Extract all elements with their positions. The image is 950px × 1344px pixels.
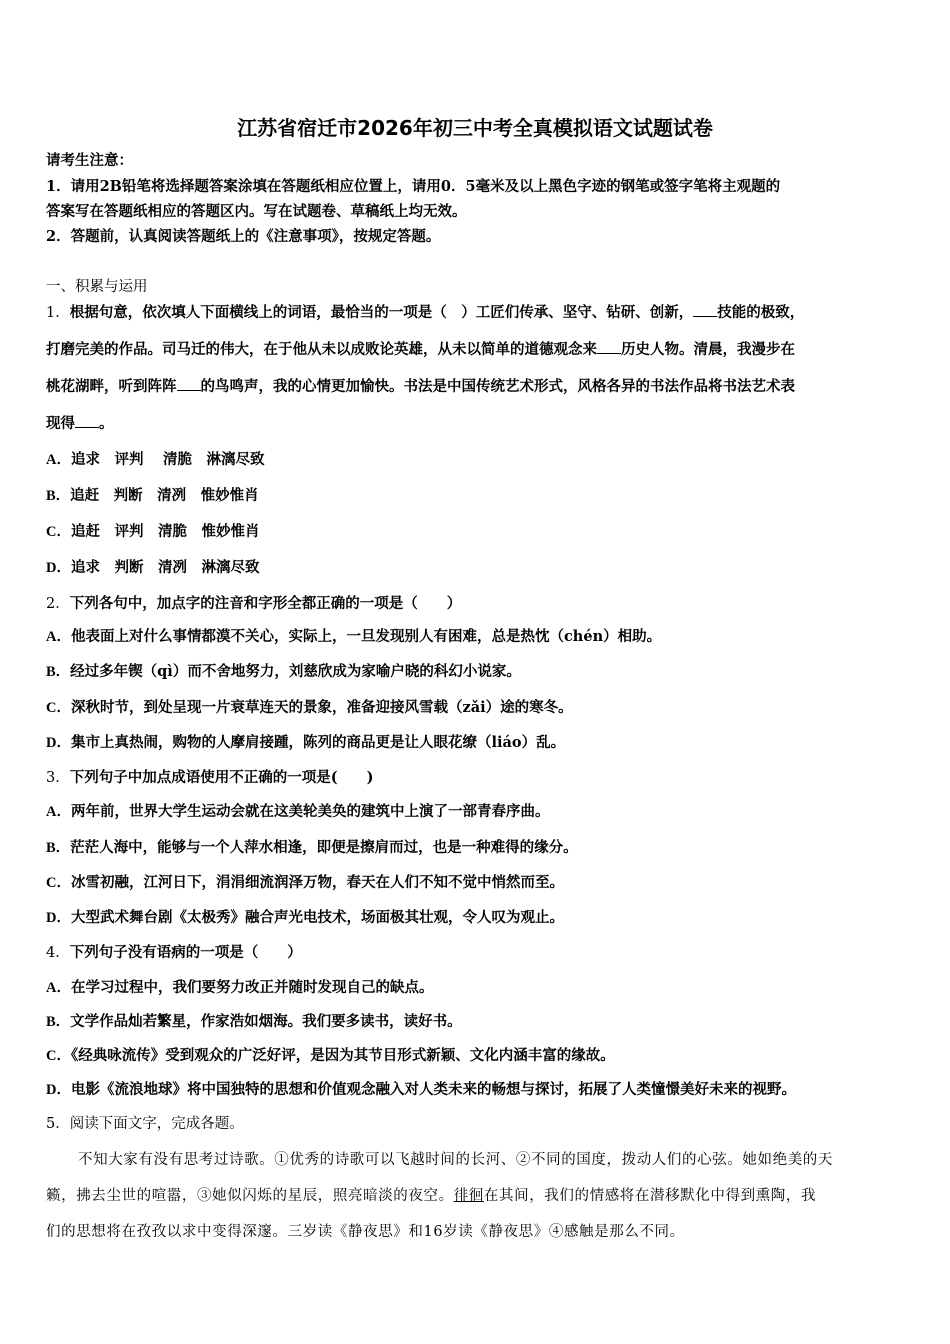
answer-option-a[interactable]: A．两年前，世界大学生运动会就在这美轮美奂的建筑中上演了一部青春序曲。 <box>46 803 550 820</box>
reading-passage-line: 不知大家有没有思考过诗歌。①优秀的诗歌可以飞越时间的长河、②不同的国度，拨动人们的心弦。她如绝美的天 <box>78 1152 833 1168</box>
question-number: 1． <box>46 305 70 321</box>
question-2-stem: 2．下列各句中，加点字的注音和字形全都正确的一项是（ ） <box>46 595 462 612</box>
answer-option-b[interactable]: B．经过多年锲（qì）而不舍地努力，刘慈欣成为家喻户晓的科幻小说家。 <box>46 663 521 680</box>
question-5-stem: 5．阅读下面文字，完成各题。 <box>46 1116 244 1132</box>
answer-option-a[interactable]: A．他表面上对什么事情都漠不关心，实际上，一旦发现别人有困难，总是热忱（chén）相助。 <box>46 628 662 645</box>
answer-option-c[interactable]: C．《经典咏流传》受到观众的广泛好评，是因为其节目形式新颖、文化内涵丰富的缘故。 <box>46 1047 615 1064</box>
notice-line: 答案写在答题纸相应的答题区内。写在试题卷、草稿纸上均无效。 <box>46 203 467 220</box>
answer-option-b[interactable]: B．文学作品灿若繁星，作家浩如烟海。我们要多读书，读好书。 <box>46 1013 462 1030</box>
answer-option-b[interactable]: B．追赶 判断 清冽 惟妙惟肖 <box>46 487 259 504</box>
reading-passage-line: 们的思想将在孜孜以求中变得深邃。三岁读《静夜思》和16岁读《静夜思》④感触是那么不同。 <box>46 1224 685 1240</box>
question-number: 3． <box>46 770 70 786</box>
question-3-stem: 3．下列句子中加点成语使用不正确的一项是( ) <box>46 769 374 786</box>
section-heading: 一、积累与运用 <box>46 279 148 295</box>
notice-heading: 请考生注意： <box>46 152 133 169</box>
page-title: 江苏省宿迁市2026年初三中考全真模拟语文试题试卷 <box>237 116 713 140</box>
fill-blank <box>177 376 201 391</box>
reading-passage-line: 籁，拂去尘世的喧嚣，③她似闪烁的星辰，照亮暗淡的夜空。徘徊在其间，我们的情感将在潜移默化中得到熏陶，我 <box>46 1188 817 1204</box>
notice-line: 2．答题前，认真阅读答题纸上的《注意事项》，按规定答题。 <box>46 228 441 245</box>
fill-blank <box>75 413 99 428</box>
fill-blank <box>693 302 717 317</box>
answer-option-a[interactable]: A．在学习过程中，我们要努力改正并随时发现自己的缺点。 <box>46 979 434 996</box>
answer-option-c[interactable]: C．深秋时节，到处呈现一片衰草连天的景象，准备迎接风雪载（zǎi）途的寒冬。 <box>46 699 573 716</box>
question-1-line: 打磨完美的作品。司马迁的伟大，在于他从未以成败论英雄，从未以简单的道德观念来 历史人物。清晨，我漫步在 <box>46 341 795 358</box>
answer-option-d[interactable]: D．大型武术舞台剧《太极秀》融合声光电技术，场面极其壮观，令人叹为观止。 <box>46 909 564 926</box>
question-4-stem: 4．下列句子没有语病的一项是（ ） <box>46 944 302 961</box>
answer-option-d[interactable]: D．追求 判断 清冽 淋漓尽致 <box>46 559 260 576</box>
question-1-line: 1．根据句意，依次填人下面横线上的词语，最恰当的一项是（ ）工匠们传承、坚守、钻研、创新， 技能的极致， <box>46 304 805 321</box>
answer-option-c[interactable]: C．追赶 评判 清脆 惟妙惟肖 <box>46 523 260 540</box>
answer-option-a[interactable]: A．追求 评判 清脆 淋漓尽致 <box>46 451 265 468</box>
question-number: 2． <box>46 596 70 612</box>
question-1-line: 桃花湖畔，听到阵阵 的鸟鸣声，我的心情更加愉快。书法是中国传统艺术形式，风格各异的书法作品将书法艺术表 <box>46 378 795 395</box>
answer-option-c[interactable]: C．冰雪初融，江河日下，涓涓细流润泽万物，春天在人们不知不觉中悄然而至。 <box>46 874 564 891</box>
notice-line: 1．请用2B铅笔将选择题答案涂填在答题纸相应位置上，请用0．5毫米及以上黑色字迹的钢笔或签字笔将主观题的 <box>46 178 781 195</box>
answer-option-d[interactable]: D．集市上真热闹，购物的人摩肩接踵，陈列的商品更是让人眼花缭（liáo）乱。 <box>46 734 566 751</box>
underlined-word: 徘徊 <box>453 1188 484 1204</box>
question-1-line: 现得 。 <box>46 415 114 432</box>
question-number: 5． <box>46 1116 70 1132</box>
fill-blank <box>597 339 621 354</box>
answer-option-d[interactable]: D．电影《流浪地球》将中国独特的思想和价值观念融入对人类未来的畅想与探讨，拓展了人类憧憬美好未来的视野。 <box>46 1081 796 1098</box>
question-number: 4． <box>46 945 70 961</box>
answer-option-b[interactable]: B．茫茫人海中，能够与一个人萍水相逢，即便是擦肩而过，也是一种难得的缘分。 <box>46 839 578 856</box>
